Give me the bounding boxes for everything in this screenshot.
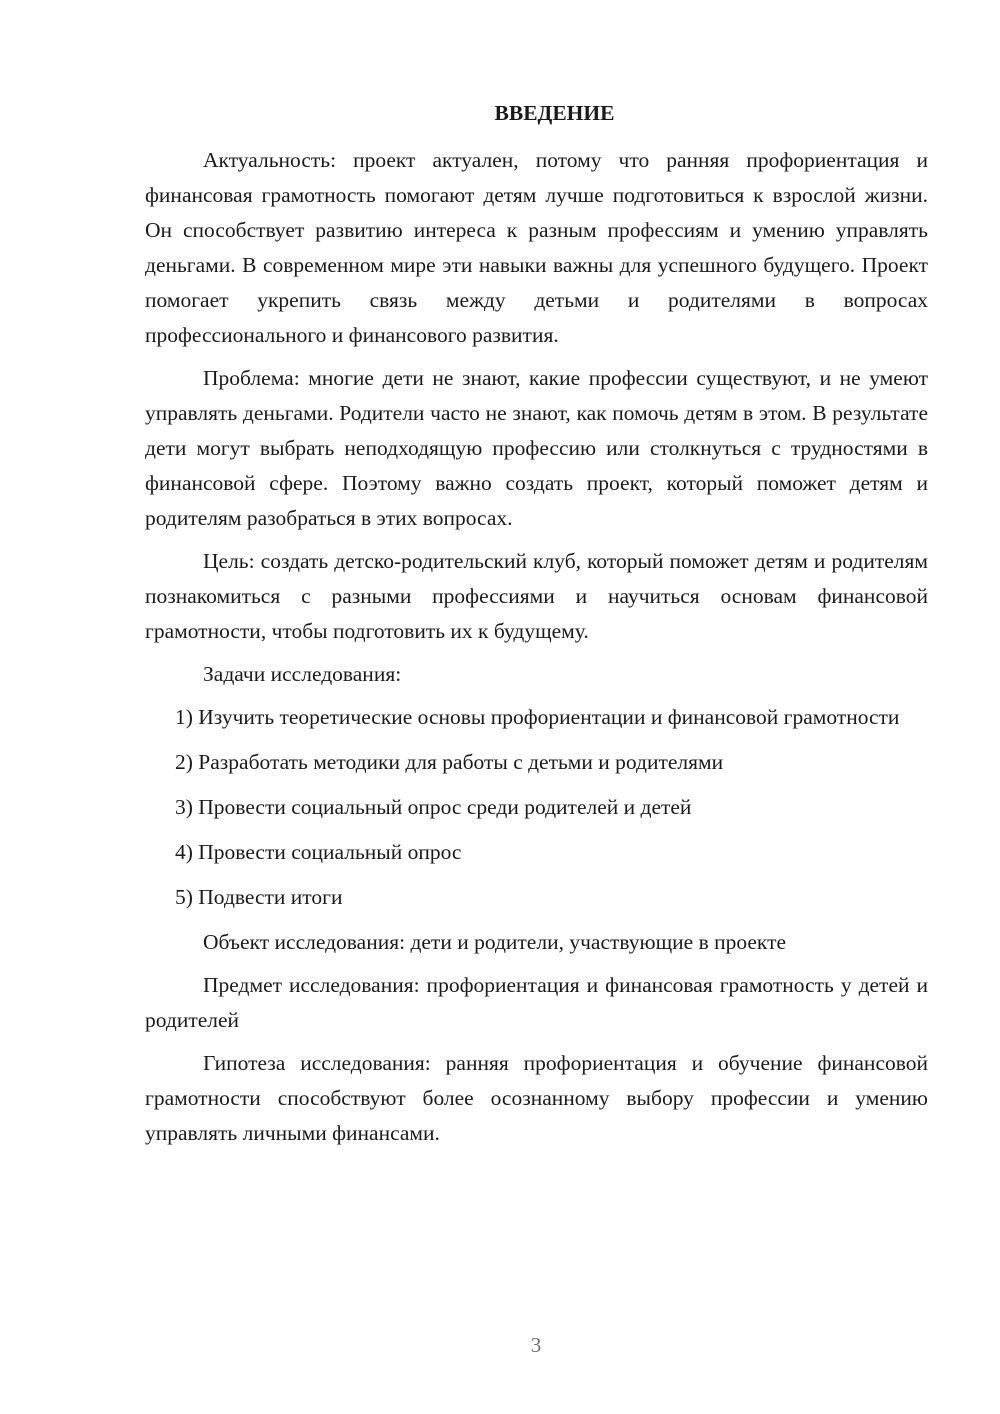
object-paragraph: Объект исследования: дети и родители, участвующие в проекте [203, 930, 787, 954]
goal-paragraph: Цель: создать детско-родительский клуб, который поможет детям и родителям познакомиться с разными профессиями и научиться основам финансовой грамотности, чтобы подготовить их к будущему. [145, 549, 928, 643]
tasks-list [145, 700, 928, 915]
task-item: 5) Подвести итоги [175, 885, 343, 909]
subject-paragraph: Предмет исследования: профориентация и финансовая грамотность у детей и родителей [145, 973, 928, 1032]
hypothesis-paragraph: Гипотеза исследования: ранняя профориентация и обучение финансовой грамотности способствуют более осознанному выбору профессии и умению управлять личными финансами. [145, 1051, 928, 1145]
tasks-title: Задачи исследования: [203, 662, 402, 686]
document-page [145, 96, 928, 1159]
task-item: 3) Провести социальный опрос среди родителей и детей [175, 795, 692, 819]
relevance-paragraph: Актуальность: проект актуален, потому что ранняя профориентация и финансовая грамотность помогают детям лучше подготовиться к взрослой жизни. Он способствует развитию интереса к разным профессиям и умению управлять деньгами. В современном мире эти навыки важны для успешного будущего. Проект помогает укрепить связь между детьми и родителями в вопросах профессионального и финансового развития. [145, 148, 928, 347]
task-item: 4) Провести социальный опрос [175, 840, 462, 864]
problem-paragraph: Проблема: многие дети не знают, какие профессии существуют, и не умеют управлять деньгами. Родители часто не знают, как помочь детям в этом. В результате дети могут выбрать неподходящую профессию или столкнуться с трудностями в финансовой сфере. Поэтому важно создать проект, который поможет детям и родителям разобраться в этих вопросах. [145, 366, 928, 530]
page-number: 3 [530, 1333, 542, 1357]
task-item: 1) Изучить теоретические основы профориентации и финансовой грамотности [175, 705, 900, 729]
task-item: 2) Разработать методики для работы с детьми и родителями [175, 750, 724, 774]
section-heading: ВВЕДЕНИЕ [494, 101, 615, 125]
